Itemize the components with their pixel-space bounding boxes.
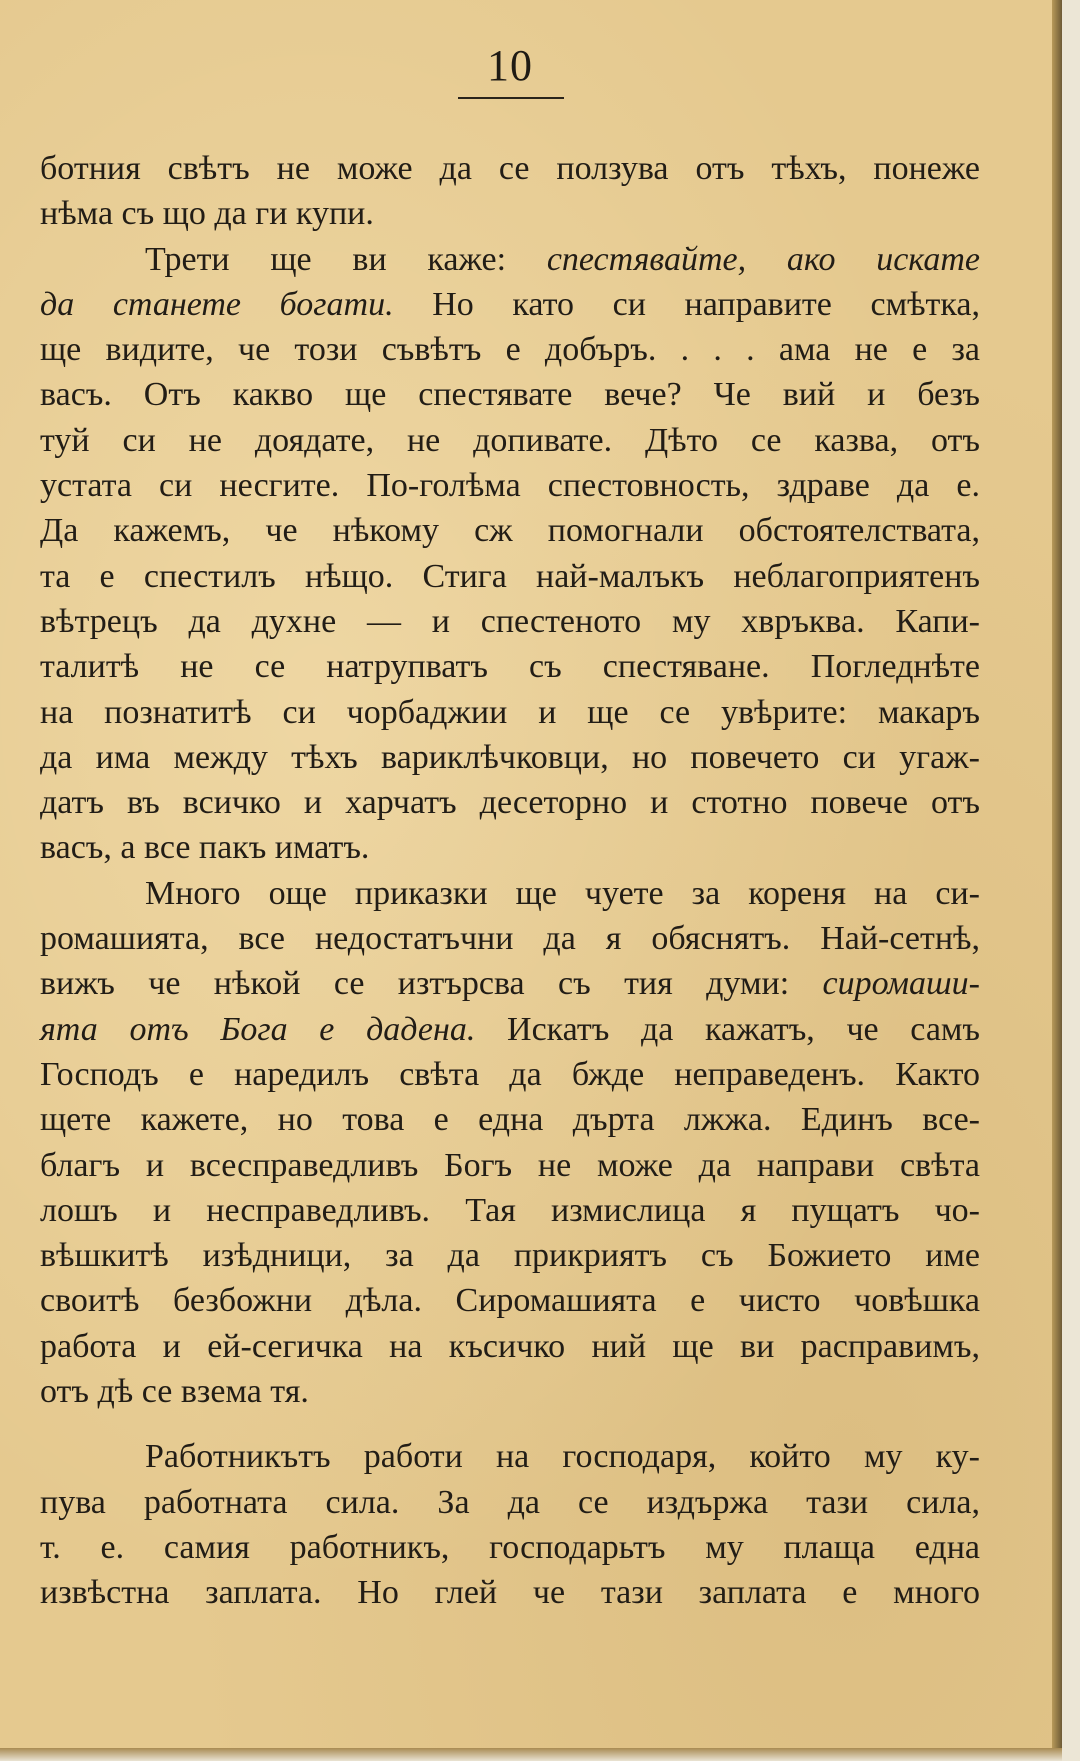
italic-text: да станете богати.	[40, 285, 394, 323]
page-number: 10	[487, 41, 533, 90]
text-line	[40, 1525, 980, 1570]
text-run: щете кажете, но това е една дърта лжжа. Единъ все-	[40, 1101, 980, 1139]
text-run: ромашията, все недостатъчни да я обяснятъ. Най-сетнѣ,	[40, 920, 980, 958]
text-run: ще видите, че този съвѣтъ е добъръ. . . . ама не е за	[40, 331, 980, 369]
text-run: нѣма съ що да ги купи.	[40, 195, 374, 233]
text-run: да има между тѣхъ вариклѣчковци, но повечето си угаж-	[40, 738, 980, 776]
text-run: благъ и всесправедливъ Богъ не може да направи свѣта	[40, 1146, 980, 1184]
page-bottom-edge	[0, 1748, 1062, 1761]
text-run: своитѣ безбожни дѣла. Сиромашията е чисто човѣшка	[40, 1282, 980, 1320]
text-run: Искатъ да кажатъ, че самъ	[475, 1010, 981, 1048]
text-line	[40, 1480, 980, 1525]
italic-text: сиромаши-	[822, 965, 980, 1003]
text-line	[40, 1233, 980, 1278]
page-edge	[1052, 0, 1062, 1761]
text-run: та е спестилъ нѣщо. Стига най-малъкъ неблагоприятенъ	[40, 557, 980, 595]
text-run: Да кажемъ, че нѣкому сж помогнали обстоятелствата,	[40, 512, 980, 550]
text-run: ботния свѣтъ не може да се ползува отъ тѣхъ, понеже	[40, 150, 980, 187]
text-line	[40, 690, 980, 735]
text-line	[40, 508, 980, 553]
paragraph-gap	[40, 1414, 980, 1434]
text-run: на познатитѣ си чорбаджии и ще се увѣрите: макаръ	[40, 693, 980, 731]
text-line	[40, 237, 980, 282]
text-line	[40, 1097, 980, 1142]
text-run: талитѣ не се натрупватъ съ спестяване. Погледнѣте	[40, 648, 980, 686]
text-run: васъ, а все пакъ иматъ.	[40, 829, 370, 867]
text-run: вѣшкитѣ изѣдници, за да прикриятъ съ Божието име	[40, 1237, 980, 1275]
text-run: вѣтрецъ да духне — и спестеното му хвръква. Капи-	[40, 602, 980, 640]
text-line	[40, 1324, 980, 1369]
text-line	[40, 780, 980, 825]
text-run: вижъ че нѣкой се изтърсва съ тия думи:	[40, 965, 823, 1003]
text-run: отъ дѣ се взема тя.	[40, 1373, 309, 1411]
italic-text: спестявайте, ако искате	[546, 240, 980, 278]
text-run: васъ. Отъ какво ще спестявате вече? Че вий и безъ	[40, 376, 980, 414]
text-line	[40, 735, 980, 780]
text-line	[40, 599, 980, 644]
text-run: туй си не доядате, не допивате. Дѣто се казва, отъ	[40, 421, 980, 459]
italic-text: ята отъ Бога е дадена.	[40, 1010, 476, 1048]
text-run: Много още приказки ще чуете за кореня на си-	[145, 874, 980, 912]
text-line	[40, 961, 980, 1006]
text-run: пува работната сила. За да се издържа тази сила,	[40, 1483, 980, 1521]
text-line	[40, 1007, 980, 1052]
text-line	[40, 1434, 980, 1479]
text-line	[40, 282, 980, 327]
text-line	[40, 327, 980, 372]
text-line	[40, 1278, 980, 1323]
text-run: извѣстна заплата. Но глей че тази заплата е много	[40, 1574, 980, 1612]
text-line	[40, 1369, 980, 1414]
text-run: Трети ще ви каже:	[145, 240, 547, 278]
text-line	[40, 191, 980, 236]
text-line	[40, 1052, 980, 1097]
text-run: Господъ е наредилъ свѣта да бжде неправеденъ. Както	[40, 1055, 980, 1093]
page-number-rule	[458, 97, 564, 99]
text-run: лошъ и несправедливъ. Тая измислица я пущатъ чо-	[40, 1191, 980, 1229]
text-line	[40, 644, 980, 689]
text-run: датъ въ всичко и харчатъ десеторно и стотно повече отъ	[40, 784, 980, 822]
text-line	[40, 554, 980, 599]
text-line	[40, 1143, 980, 1188]
text-run: Работникътъ работи на господаря, който му ку-	[145, 1438, 980, 1476]
text-run: работа и ей-сегичка на късичко ний ще ви расправимъ,	[40, 1327, 980, 1365]
text-line	[40, 1570, 980, 1615]
text-line	[40, 418, 980, 463]
text-line	[40, 463, 980, 508]
text-line	[40, 871, 980, 916]
text-line	[40, 825, 980, 870]
text-run: т. е. самия работникъ, господарьтъ му плаща една	[40, 1528, 980, 1566]
text-run: устата си несгите. По-голѣма спестовность, здраве да е.	[40, 467, 980, 505]
text-line	[40, 916, 980, 961]
text-line	[40, 1188, 980, 1233]
text-line	[40, 146, 980, 191]
text-run: Но като си направите смѣтка,	[393, 285, 981, 323]
body-text	[40, 146, 980, 1616]
text-line	[40, 372, 980, 417]
